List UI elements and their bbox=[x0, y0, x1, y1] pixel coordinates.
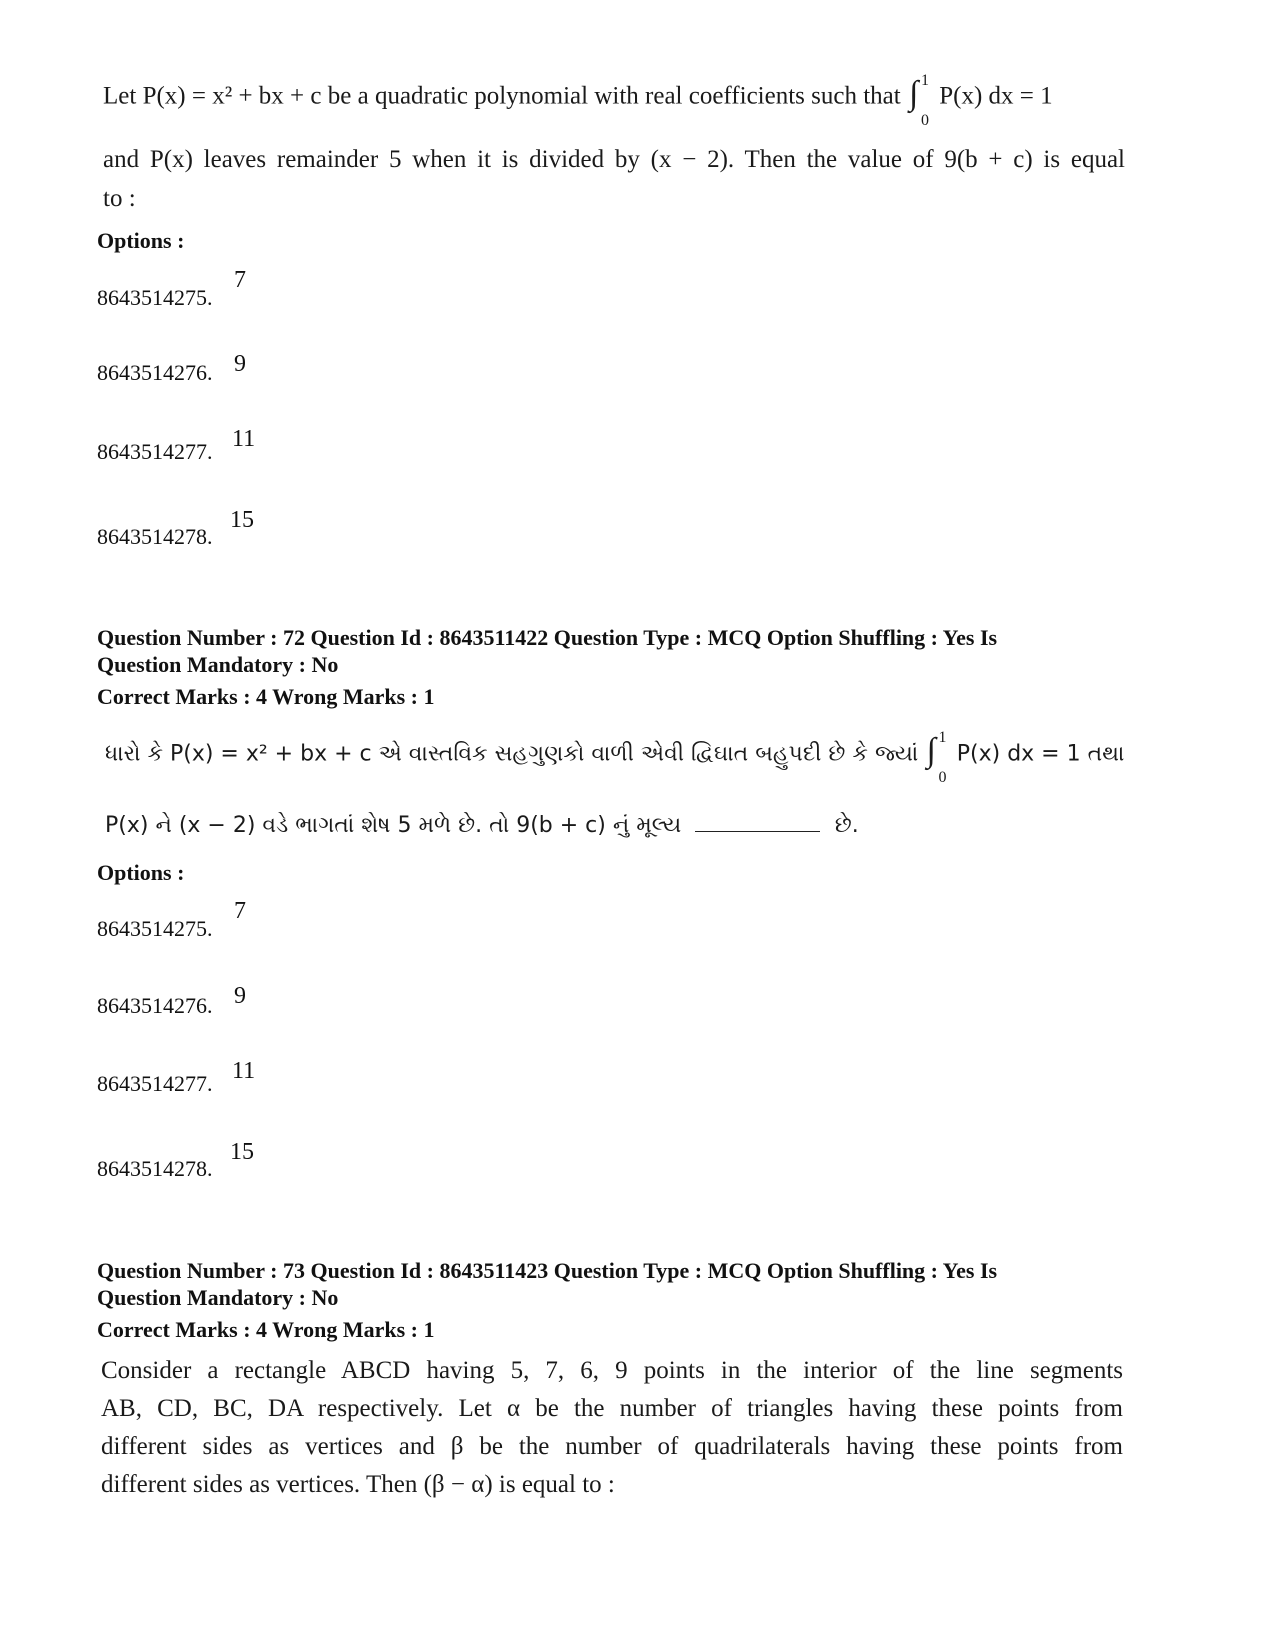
q71-option-4-value[interactable]: 15 bbox=[230, 507, 254, 533]
integral-lower-limit: 0 bbox=[920, 112, 929, 129]
integral-lower-limit: 0 bbox=[938, 769, 947, 786]
q73-line2: AB, CD, BC, DA respectively. Let α be the number of triangles having these points from bbox=[101, 1395, 1123, 1422]
q73-marks: Correct Marks : 4 Wrong Marks : 1 bbox=[97, 1317, 435, 1342]
integral-upper-limit: 1 bbox=[938, 729, 947, 746]
q71-option-4-id: 8643514278. bbox=[97, 524, 213, 549]
integral-upper-limit: 1 bbox=[920, 72, 929, 89]
q72-line1 bbox=[105, 729, 1135, 786]
q71-option-2-id: 8643514276. bbox=[97, 360, 213, 385]
q73-line4: different sides as vertices. Then (β − α) is equal to : bbox=[101, 1471, 615, 1498]
q72-integral-tail: P(x) dx = 1 તથા bbox=[956, 741, 1125, 767]
q73-line1: Consider a rectangle ABCD having 5, 7, 6, 9 points in the interior of the line segments bbox=[101, 1357, 1123, 1384]
q72-option-3-value[interactable]: 11 bbox=[232, 1058, 256, 1084]
q72-line1-text: ધારો કે P(x) = x² + bx + c એ વાસ્તવિક સહગુણકો વાળી એવી દ્વિઘાત બહુપદી છે કે જ્યાં bbox=[105, 741, 919, 767]
q72-option-3-id: 8643514277. bbox=[97, 1071, 213, 1096]
q72-header-line2: Question Mandatory : No bbox=[97, 652, 339, 677]
q72-line2-text: P(x) ને (x − 2) વડે ભાગતાં શેષ 5 મળે છે. તો 9(b + c) નું મૂલ્ય bbox=[105, 813, 682, 838]
q71-option-3-value[interactable]: 11 bbox=[232, 426, 256, 452]
q71-option-3-id: 8643514277. bbox=[97, 439, 213, 464]
q71-line3: to : bbox=[103, 185, 136, 212]
q72-option-1-value[interactable]: 7 bbox=[234, 898, 246, 924]
q72-option-4-value[interactable]: 15 bbox=[230, 1139, 254, 1165]
q72-options-label: Options : bbox=[97, 860, 185, 885]
q71-integral-tail: P(x) dx = 1 bbox=[939, 82, 1053, 110]
q72-line2-end: છે. bbox=[834, 813, 859, 838]
q72-option-2-id: 8643514276. bbox=[97, 993, 213, 1018]
q71-line1 bbox=[103, 72, 1133, 129]
integral-symbol: ∫ 1 0 bbox=[907, 78, 933, 118]
q72-option-1-id: 8643514275. bbox=[97, 916, 213, 941]
q72-header-line1: Question Number : 72 Question Id : 8643511422 Question Type : MCQ Option Shuffling : Yes Is bbox=[97, 625, 998, 650]
q71-option-1-value[interactable]: 7 bbox=[234, 267, 246, 293]
q72-line2 bbox=[105, 808, 859, 843]
q71-option-2-value[interactable]: 9 bbox=[234, 351, 246, 377]
q73-line3: different sides as vertices and β be the number of quadrilaterals having these points from bbox=[101, 1433, 1123, 1460]
q71-options-label: Options : bbox=[97, 228, 185, 253]
q73-header-line1: Question Number : 73 Question Id : 8643511423 Question Type : MCQ Option Shuffling : Yes Is bbox=[97, 1258, 998, 1283]
q71-line1-text: Let P(x) = x² + bx + c be a quadratic polynomial with real coefficients such that bbox=[103, 82, 901, 110]
q72-option-2-value[interactable]: 9 bbox=[234, 983, 246, 1009]
integral-symbol: ∫ 1 0 bbox=[925, 735, 951, 775]
q71-line2: and P(x) leaves remainder 5 when it is divided by (x − 2). Then the value of 9(b + c) is equal bbox=[103, 146, 1125, 173]
q73-header-line2: Question Mandatory : No bbox=[97, 1285, 339, 1310]
answer-blank bbox=[695, 813, 820, 832]
q71-option-1-id: 8643514275. bbox=[97, 285, 213, 310]
q72-marks: Correct Marks : 4 Wrong Marks : 1 bbox=[97, 684, 435, 709]
q72-option-4-id: 8643514278. bbox=[97, 1156, 213, 1181]
